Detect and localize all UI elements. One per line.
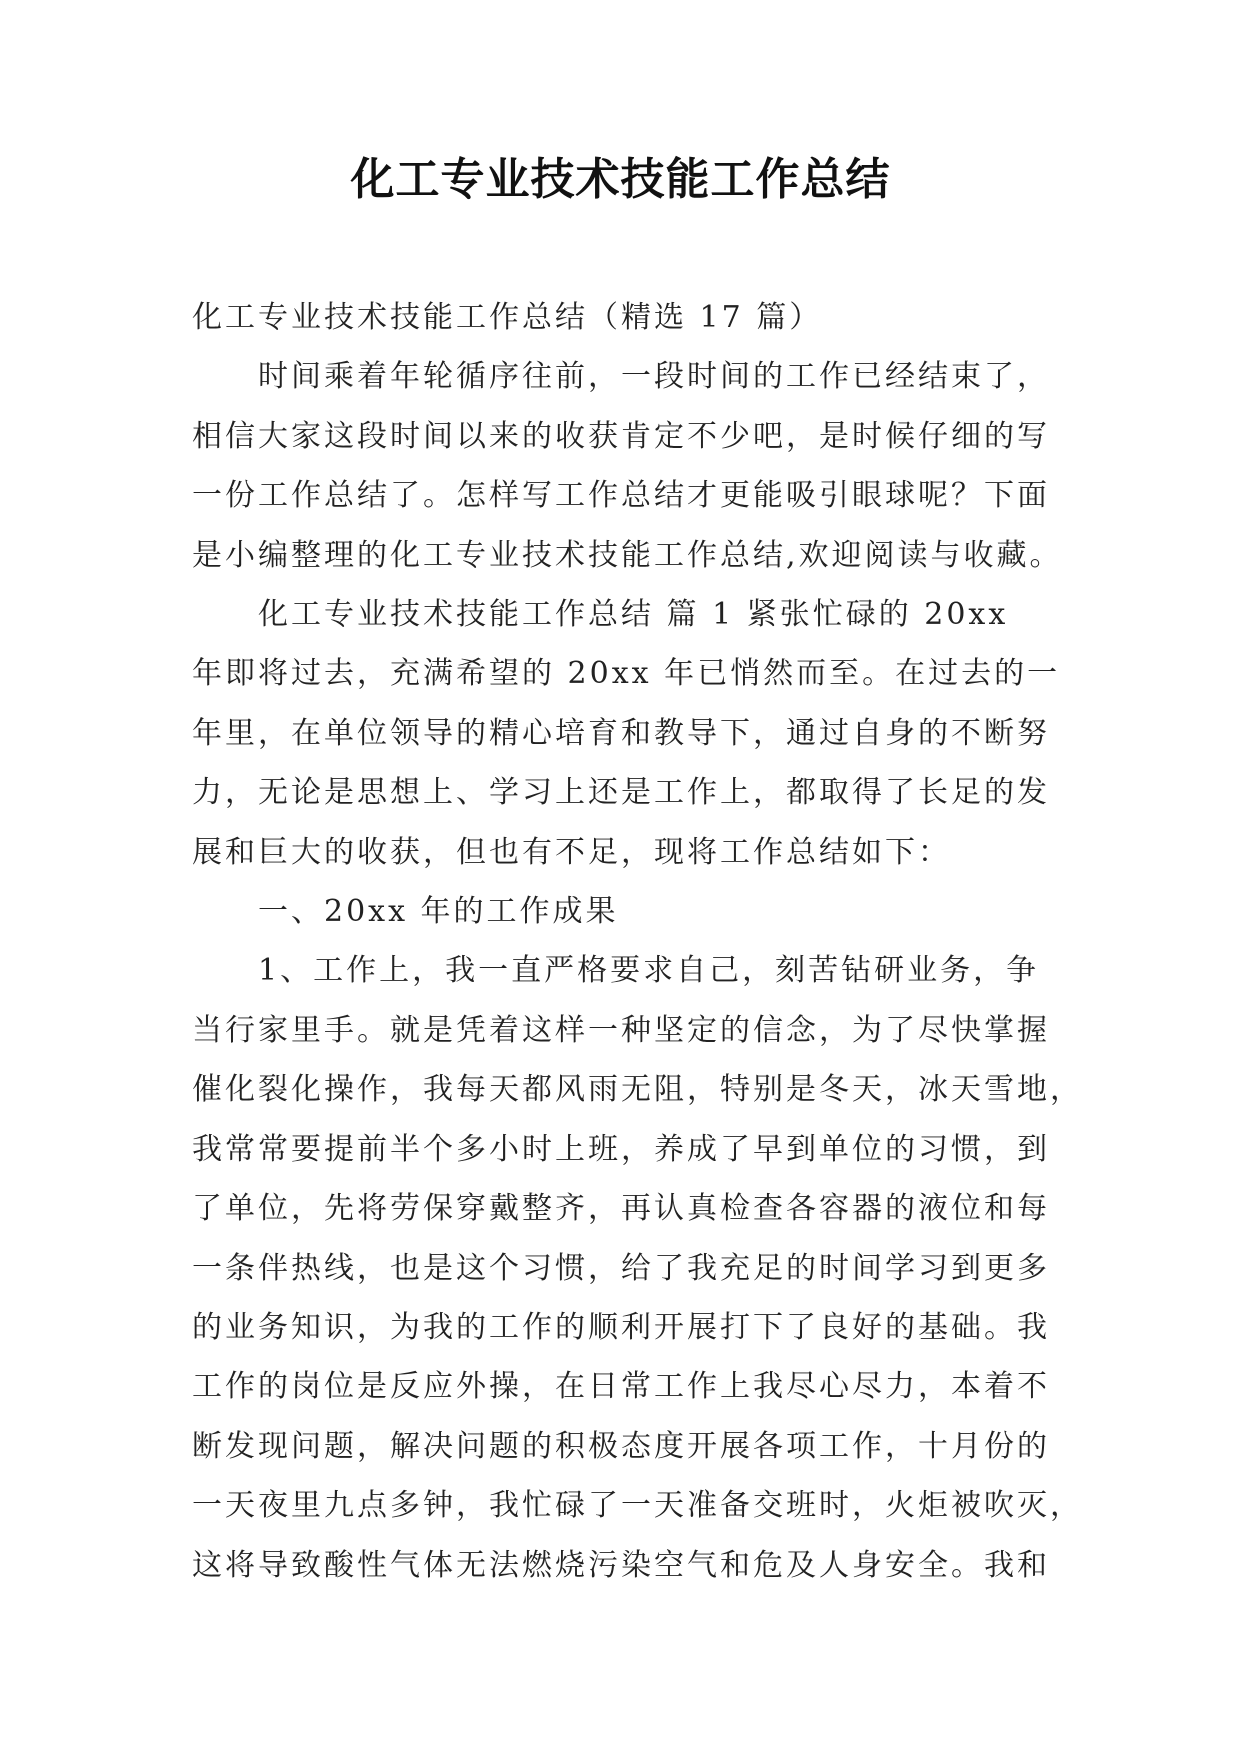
body-line: 年即将过去，充满希望的 20xx 年已悄然而至。在过去的一 xyxy=(192,656,1061,692)
body-line: 催化裂化操作，我每天都风雨无阻，特别是冬天，冰天雪地， xyxy=(192,1072,1083,1108)
document-title: 化工专业技术技能工作总结 xyxy=(350,154,891,205)
body-line: 化工专业技术技能工作总结 篇 1 紧张忙碌的 20xx xyxy=(258,597,1009,633)
body-line: 了单位，先将劳保穿戴整齐，再认真检查各容器的液位和每 xyxy=(192,1191,1050,1227)
body-line: 我常常要提前半个多小时上班，养成了早到单位的习惯，到 xyxy=(192,1131,1050,1167)
body-line: 一天夜里九点多钟，我忙碌了一天准备交班时，火炬被吹灭， xyxy=(192,1488,1083,1524)
body-line: 相信大家这段时间以来的收获肯定不少吧，是时候仔细的写 xyxy=(192,418,1050,454)
body-line: 的业务知识，为我的工作的顺利开展打下了良好的基础。我 xyxy=(192,1309,1050,1345)
body-line: 当行家里手。就是凭着这样一种坚定的信念，为了尽快掌握 xyxy=(192,1012,1050,1048)
body-line: 1、工作上，我一直严格要求自己，刻苦钻研业务，争 xyxy=(258,953,1040,989)
body-line: 断发现问题，解决问题的积极态度开展各项工作，十月份的 xyxy=(192,1428,1050,1464)
body-line: 展和巨大的收获，但也有不足，现将工作总结如下： xyxy=(192,834,951,870)
body-line: 年里，在单位领导的精心培育和教导下，通过自身的不断努 xyxy=(192,715,1050,751)
body-line: 这将导致酸性气体无法燃烧污染空气和危及人身安全。我和 xyxy=(192,1547,1050,1583)
body-lines xyxy=(192,347,1083,1595)
body-line: 工作的岗位是反应外操，在日常工作上我尽心尽力，本着不 xyxy=(192,1369,1050,1405)
body-line: 力，无论是思想上、学习上还是工作上，都取得了长足的发 xyxy=(192,775,1050,811)
body-line: 一、20xx 年的工作成果 xyxy=(258,894,619,930)
document-subtitle: 化工专业技术技能工作总结（精选 17 篇） xyxy=(192,300,823,335)
body-line: 一份工作总结了。怎样写工作总结才更能吸引眼球呢？下面 xyxy=(192,478,1050,514)
body-line: 时间乘着年轮循序往前，一段时间的工作已经结束了， xyxy=(258,359,1050,395)
document-body xyxy=(192,288,1083,1595)
body-line: 是小编整理的化工专业技术技能工作总结,欢迎阅读与收藏。 xyxy=(192,537,1063,573)
body-line: 一条伴热线，也是这个习惯，给了我充足的时间学习到更多 xyxy=(192,1250,1050,1286)
